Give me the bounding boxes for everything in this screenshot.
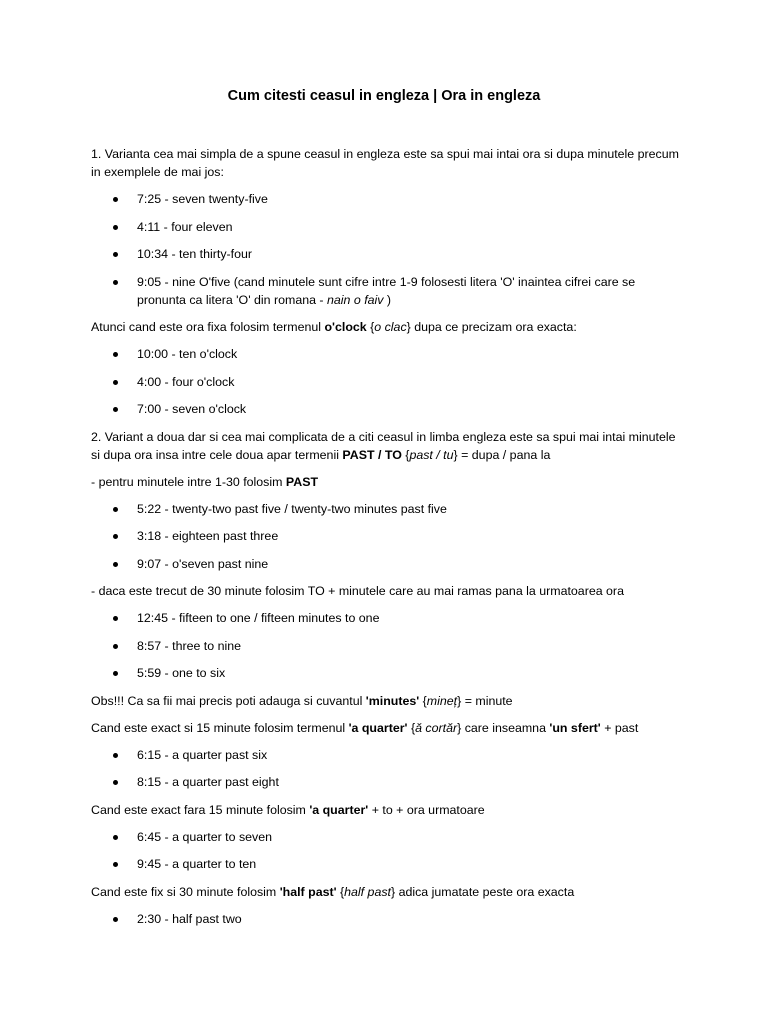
list-item xyxy=(91,273,681,309)
half-past-paragraph xyxy=(91,883,681,901)
paragraph-text: - pentru minutele intre 1-30 folosim xyxy=(91,474,286,489)
page-title: Cum citesti ceasul in engleza | Ora in engleza xyxy=(227,88,541,104)
list-item-text: 10:00 - ten o'clock xyxy=(137,347,238,361)
term-text: 'a quarter' xyxy=(309,802,369,817)
document-body xyxy=(91,145,681,937)
list-item-text: 12:45 - fifteen to one / fifteen minutes to one xyxy=(137,611,380,625)
paragraph-text: + to + ora urmatoare xyxy=(368,802,485,817)
term-text: PAST / TO xyxy=(342,447,402,462)
list-item-text: 7:00 - seven o'clock xyxy=(137,402,247,416)
list-item xyxy=(91,555,681,573)
bullet-icon xyxy=(113,280,118,285)
list-item-text: 6:15 - a quarter past six xyxy=(137,747,268,762)
to-rule-paragraph xyxy=(91,582,681,600)
bullet-icon xyxy=(113,197,118,202)
variant2-paragraph xyxy=(91,428,681,464)
list-item xyxy=(91,910,681,928)
list-item-text-end: ) xyxy=(383,292,392,307)
pronunciation-text: o clac xyxy=(374,320,407,334)
list-item xyxy=(91,828,681,846)
simple-examples-list xyxy=(91,190,681,309)
bullet-icon xyxy=(113,917,118,922)
term-text: 'minutes' xyxy=(365,693,420,708)
bullet-icon xyxy=(113,225,118,230)
paragraph-text: { xyxy=(336,884,345,899)
bullet-icon xyxy=(113,380,118,385)
term-text: o'clock xyxy=(324,320,367,334)
list-item-text: 5:22 - twenty-two past five / twenty-two minutes past five xyxy=(137,501,447,516)
paragraph-text: { xyxy=(419,693,427,708)
bullet-icon xyxy=(113,753,118,758)
quarter-past-paragraph xyxy=(91,719,681,737)
list-item xyxy=(91,609,681,627)
list-item-text: 8:57 - three to nine xyxy=(137,638,242,653)
term-text: 'a quarter' xyxy=(348,720,408,735)
quarter-to-paragraph xyxy=(91,801,681,819)
paragraph-text: Cand este exact si 15 minute folosim termenul xyxy=(91,720,349,735)
paragraph-text: } = dupa / pana la xyxy=(453,447,551,462)
paragraph-text: } dupa ce precizam ora exacta: xyxy=(406,320,577,334)
pronunciation-text: nain o faiv xyxy=(327,292,384,307)
pronunciation-text: past / tu xyxy=(409,447,454,462)
list-item-text: 2:30 - half past two xyxy=(137,911,242,926)
intro-text: 1. Varianta cea mai simpla de a spune ceasul in engleza este sa spui mai intai ora si dupa minutele precum in exemplele de mai jos: xyxy=(91,147,679,179)
bullet-icon xyxy=(113,644,118,649)
oclock-paragraph xyxy=(91,318,681,336)
bullet-icon xyxy=(113,352,118,357)
paragraph-text: { xyxy=(366,320,375,334)
bullet-icon xyxy=(113,407,118,412)
paragraph-text: Obs!!! Ca sa fii mai precis poti adauga si cuvantul xyxy=(91,693,366,708)
list-item xyxy=(91,400,681,418)
bullet-icon xyxy=(113,562,118,567)
paragraph-text: - daca este trecut de 30 minute folosim TO + minutele care au mai ramas pana la urmatoarea ora xyxy=(91,584,624,598)
bullet-icon xyxy=(113,616,118,621)
list-item xyxy=(91,190,681,208)
bullet-icon xyxy=(113,671,118,676)
to-examples-list xyxy=(91,609,681,682)
paragraph-text: Cand este fix si 30 minute folosim xyxy=(91,884,280,899)
list-item xyxy=(91,245,681,263)
list-item xyxy=(91,773,681,791)
paragraph-text: 2. Variant a doua dar si cea mai complicata de a citi ceasul in limba engleza este sa spui mai intai minutele si dupa ora insa intre cele doua apar termenii xyxy=(91,429,676,462)
bullet-icon xyxy=(113,534,118,539)
paragraph-text: } = minute xyxy=(457,693,513,708)
half-past-examples-list xyxy=(91,910,681,928)
list-item xyxy=(91,345,681,363)
past-examples-list xyxy=(91,500,681,573)
list-item-text: 5:59 - one to six xyxy=(137,666,226,680)
paragraph-text: } adica jumatate peste ora exacta xyxy=(390,884,575,899)
paragraph-text: + past xyxy=(600,720,639,735)
list-item-text: 4:11 - four eleven xyxy=(137,219,233,234)
list-item-text: 10:34 - ten thirty-four xyxy=(137,247,253,261)
list-item xyxy=(91,664,681,682)
pronunciation-text: mineț xyxy=(426,693,458,708)
list-item xyxy=(91,855,681,873)
paragraph-text: { xyxy=(407,720,416,735)
bullet-icon xyxy=(113,862,118,867)
paragraph-text: Cand este exact fara 15 minute folosim xyxy=(91,802,310,817)
list-item-text: 3:18 - eighteen past three xyxy=(137,529,279,543)
bullet-icon xyxy=(113,835,118,840)
paragraph-text: } care inseamna xyxy=(457,720,550,735)
list-item-text: 6:45 - a quarter to seven xyxy=(137,829,273,844)
past-rule-paragraph xyxy=(91,473,681,491)
list-item-text: 8:15 - a quarter past eight xyxy=(137,775,279,789)
intro-paragraph xyxy=(91,145,681,181)
paragraph-text: Atunci cand este ora fixa folosim termenul xyxy=(91,320,325,334)
paragraph-text: { xyxy=(401,447,410,462)
oclock-examples-list xyxy=(91,345,681,418)
term-text: 'half past' xyxy=(279,884,337,899)
list-item-text: 7:25 - seven twenty-five xyxy=(137,192,268,206)
list-item-text: 4:00 - four o'clock xyxy=(137,374,235,389)
bullet-icon xyxy=(113,780,118,785)
bullet-icon xyxy=(113,252,118,257)
quarter-past-examples-list xyxy=(91,746,681,792)
bullet-icon xyxy=(113,507,118,512)
list-item xyxy=(91,637,681,655)
list-item xyxy=(91,218,681,236)
list-item xyxy=(91,527,681,545)
pronunciation-text: half past xyxy=(344,884,391,899)
list-item-text: 9:07 - o'seven past nine xyxy=(137,556,269,571)
obs-paragraph xyxy=(91,692,681,710)
term-text: 'un sfert' xyxy=(549,720,601,735)
list-item-text: 9:45 - a quarter to ten xyxy=(137,857,257,871)
list-item xyxy=(91,500,681,518)
list-item xyxy=(91,746,681,764)
list-item xyxy=(91,373,681,391)
list-item-text: 9:05 - nine O'five (cand minutele sunt cifre intre 1-9 folosesti litera 'O' inaintea cifrei care se pronunta ca litera 'O' din romana - xyxy=(137,274,636,307)
term-text: PAST xyxy=(285,474,319,489)
pronunciation-text: ă cortăr xyxy=(415,720,458,735)
quarter-to-examples-list xyxy=(91,828,681,874)
